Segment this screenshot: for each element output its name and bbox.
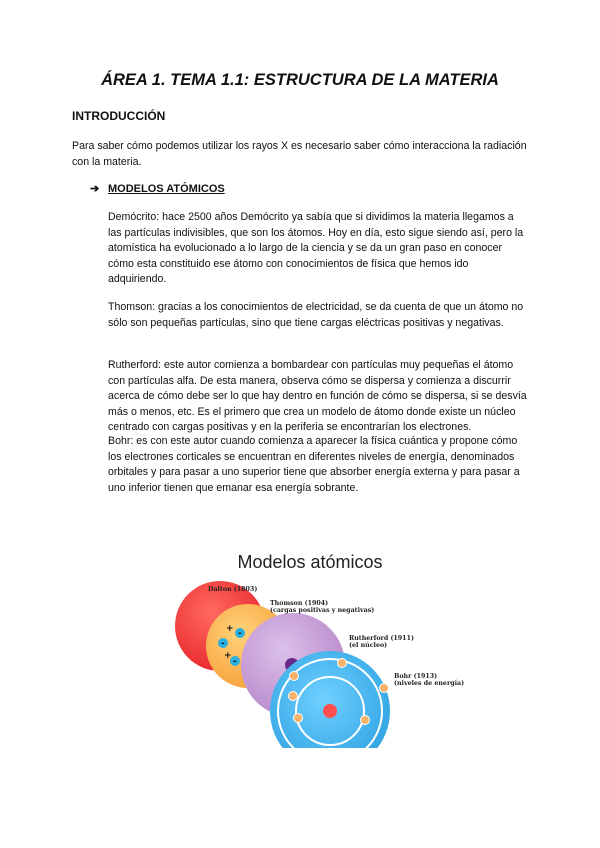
svg-text:-: - xyxy=(238,629,242,639)
dalton-label: Dalton (1803) xyxy=(208,586,258,593)
atomic-models-figure xyxy=(160,548,465,748)
bohr-nucleus xyxy=(323,704,337,718)
atomic-models-illustration xyxy=(160,548,460,748)
rutherford-label-desc: (el núcleo) xyxy=(349,642,388,649)
subsection-label: MODELOS ATÓMICOS xyxy=(108,183,225,195)
rutherford-label-title: Rutherford (1911) xyxy=(349,635,414,642)
figure-title: Modelos atómicos xyxy=(237,552,383,572)
thomson-label-title: Thomson (1904) xyxy=(270,600,329,607)
svg-text:-: - xyxy=(221,639,225,649)
thomson-label-desc: (cargas positivas y negativas) xyxy=(270,607,375,614)
paragraph-thomson: Thomson: gracias a los conocimientos de electricidad, se da cuenta de que un átomo no sólo son pequeñas partículas, sino que tiene cargas eléctricas positivas y negativas. xyxy=(108,301,524,329)
svg-text:+: + xyxy=(226,624,234,634)
svg-text:-: - xyxy=(233,657,237,667)
paragraph-rutherford: Rutherford: este autor comienza a bombardear con partículas muy pequeñas el átomo con partículas alfa. De esta manera, observa cómo se dispersa y comienza a discurrir acerca de cómo debe ser lo que hay dentro en función de cómo se dispersa, si se desvía más o menos, etc. Es el primero que crea un modelo de átomo donde existe un núcleo centrado con cargas positivas y en la periferia se encontrarían los electrones. xyxy=(108,359,527,434)
intro-paragraph: Para saber cómo podemos utilizar los rayos X es necesario saber cómo interacciona la radiación con la materia. xyxy=(72,140,527,168)
paragraph-democrito: Demócrito: hace 2500 años Demócrito ya sabía que si dividimos la materia llegamos a las partículas indivisibles, que son los átomos. Hoy en día, esto sigue siendo así, pero la atomística ha evolucionado a lo largo de la ciencia y se da un gran paso en conocer cómo esta constituido ese átomo con conocimientos de física que hemos ido adquiriendo. xyxy=(108,211,524,286)
svg-text:+: + xyxy=(224,651,232,661)
bohr-label-desc: (niveles de energía) xyxy=(394,680,465,687)
subsection-heading xyxy=(90,182,225,195)
paragraph-bohr: Bohr: es con este autor cuando comienza a aparecer la física cuántica y propone cómo los electrones corticales se encuentran en diferentes niveles de energía, denominados orbitales y para pasar a uno superior tiene que absorber energía externa y para pasar a uno inferior tienen que emanar esa energía sobrante. xyxy=(108,435,520,494)
bohr-label-title: Bohr (1913) xyxy=(394,673,438,680)
intro-heading: INTRODUCCIÓN xyxy=(72,109,166,123)
page-title: ÁREA 1. TEMA 1.1: ESTRUCTURA DE LA MATERIA xyxy=(101,71,499,89)
arrow-right-icon: ➔ xyxy=(90,183,100,195)
